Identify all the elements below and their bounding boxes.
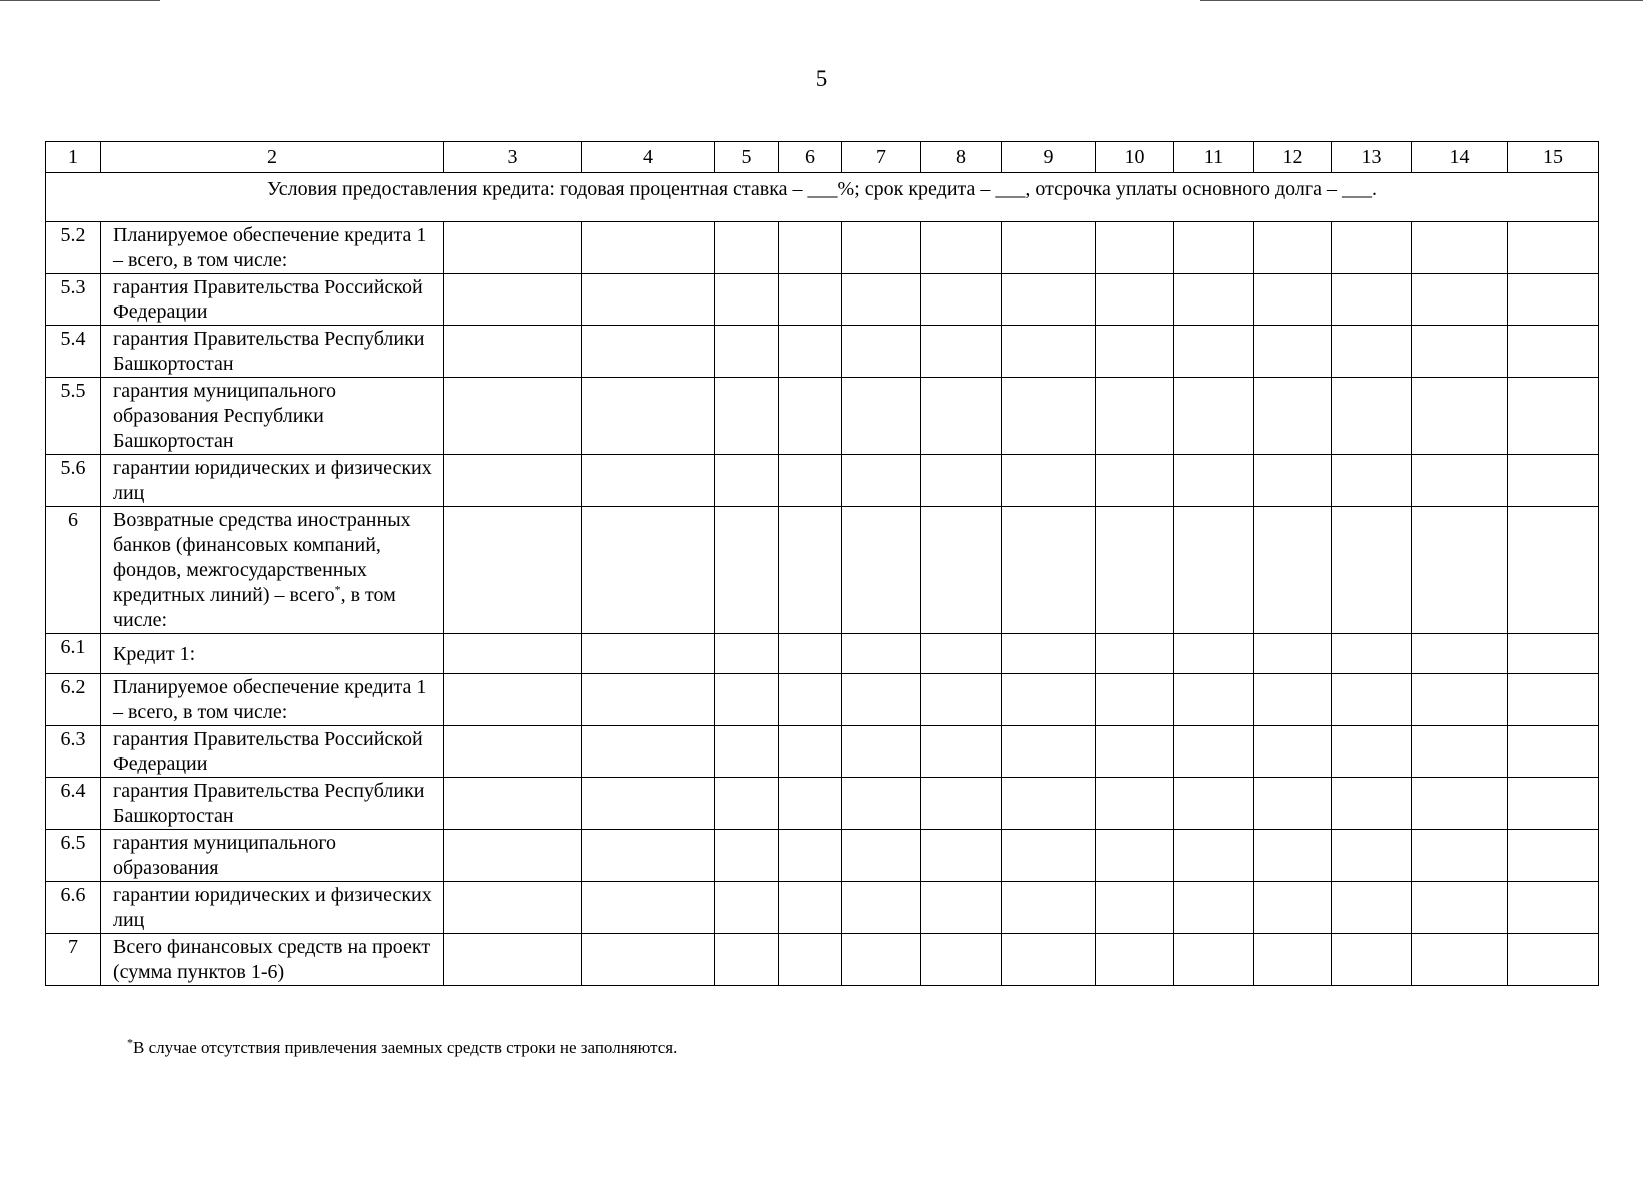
data-cell[interactable] xyxy=(779,634,842,674)
data-cell[interactable] xyxy=(1332,778,1412,830)
row-label: Планируемое обеспечение кредита 1 – всего, в том числе: xyxy=(101,222,444,274)
data-cell[interactable] xyxy=(1174,830,1254,882)
row-number: 6.4 xyxy=(46,778,101,830)
table-row xyxy=(46,378,1599,455)
data-cell[interactable] xyxy=(582,634,715,674)
data-cell[interactable] xyxy=(444,934,582,986)
data-cell[interactable] xyxy=(779,326,842,378)
data-cell[interactable] xyxy=(1096,507,1174,634)
row-label: гарантия Правительства Республики Башкортостан xyxy=(101,778,444,830)
data-cell[interactable] xyxy=(1254,378,1332,455)
data-cell[interactable] xyxy=(921,222,1002,274)
data-cell[interactable] xyxy=(842,830,921,882)
data-cell[interactable] xyxy=(1096,830,1174,882)
row-number: 6.1 xyxy=(46,634,101,674)
table-row xyxy=(46,830,1599,882)
data-cell[interactable] xyxy=(779,274,842,326)
data-cell[interactable] xyxy=(444,778,582,830)
data-cell[interactable] xyxy=(1332,326,1412,378)
data-cell[interactable] xyxy=(582,378,715,455)
data-cell[interactable] xyxy=(1096,455,1174,507)
column-header: 5 xyxy=(715,142,779,173)
data-cell[interactable] xyxy=(1174,274,1254,326)
data-cell[interactable] xyxy=(1332,378,1412,455)
data-cell[interactable] xyxy=(582,778,715,830)
data-cell[interactable] xyxy=(1508,830,1599,882)
data-cell[interactable] xyxy=(921,274,1002,326)
data-cell[interactable] xyxy=(1254,634,1332,674)
row-number: 5.3 xyxy=(46,274,101,326)
column-header: 12 xyxy=(1254,142,1332,173)
data-cell[interactable] xyxy=(779,222,842,274)
data-cell[interactable] xyxy=(1412,378,1508,455)
data-cell[interactable] xyxy=(921,378,1002,455)
row-label: гарантия Правительства Республики Башкортостан xyxy=(101,326,444,378)
data-cell[interactable] xyxy=(582,507,715,634)
data-cell[interactable] xyxy=(779,778,842,830)
data-cell[interactable] xyxy=(1254,274,1332,326)
data-cell[interactable] xyxy=(1508,378,1599,455)
data-cell[interactable] xyxy=(715,934,779,986)
column-header: 7 xyxy=(842,142,921,173)
data-cell[interactable] xyxy=(1332,674,1412,726)
column-header: 3 xyxy=(444,142,582,173)
data-cell[interactable] xyxy=(715,634,779,674)
data-cell[interactable] xyxy=(582,674,715,726)
data-cell[interactable] xyxy=(444,326,582,378)
scan-edge-left xyxy=(0,0,160,1)
data-cell[interactable] xyxy=(1096,326,1174,378)
data-cell[interactable] xyxy=(921,882,1002,934)
data-cell[interactable] xyxy=(1254,778,1332,830)
data-cell[interactable] xyxy=(1332,882,1412,934)
column-header: 10 xyxy=(1096,142,1174,173)
column-header: 9 xyxy=(1002,142,1096,173)
data-cell[interactable] xyxy=(921,455,1002,507)
data-cell[interactable] xyxy=(842,882,921,934)
data-cell[interactable] xyxy=(715,507,779,634)
data-cell[interactable] xyxy=(1002,830,1096,882)
data-cell[interactable] xyxy=(842,326,921,378)
data-cell[interactable] xyxy=(842,778,921,830)
data-cell[interactable] xyxy=(1096,274,1174,326)
footnote-marker: * xyxy=(127,1035,133,1050)
data-cell[interactable] xyxy=(842,634,921,674)
data-cell[interactable] xyxy=(1508,326,1599,378)
row-number: 6 xyxy=(46,507,101,634)
footnote-text: В случае отсутствия привлечения заемных средств строки не заполняются. xyxy=(133,1038,678,1057)
data-cell[interactable] xyxy=(715,674,779,726)
footnote-marker: * xyxy=(334,582,341,597)
row-number: 5.6 xyxy=(46,455,101,507)
row-label: гарантии юридических и физических лиц xyxy=(101,455,444,507)
column-header: 8 xyxy=(921,142,1002,173)
data-cell[interactable] xyxy=(1508,674,1599,726)
data-cell[interactable] xyxy=(1412,830,1508,882)
row-number: 6.6 xyxy=(46,882,101,934)
data-cell[interactable] xyxy=(715,455,779,507)
data-cell[interactable] xyxy=(1254,222,1332,274)
data-cell[interactable] xyxy=(1002,674,1096,726)
data-cell[interactable] xyxy=(1412,934,1508,986)
data-cell[interactable] xyxy=(444,507,582,634)
column-header: 2 xyxy=(101,142,444,173)
data-cell[interactable] xyxy=(1332,634,1412,674)
data-cell[interactable] xyxy=(1096,674,1174,726)
row-number: 5.2 xyxy=(46,222,101,274)
row-label: гарантия муниципального образования xyxy=(101,830,444,882)
row-label: Планируемое обеспечение кредита 1 – всего, в том числе: xyxy=(101,674,444,726)
data-cell[interactable] xyxy=(582,726,715,778)
data-cell[interactable] xyxy=(1002,455,1096,507)
data-cell[interactable] xyxy=(921,778,1002,830)
data-cell[interactable] xyxy=(1412,507,1508,634)
data-cell[interactable] xyxy=(779,455,842,507)
table-row xyxy=(46,222,1599,274)
data-cell[interactable] xyxy=(715,274,779,326)
footnote xyxy=(127,1035,678,1058)
data-cell[interactable] xyxy=(1254,326,1332,378)
data-cell[interactable] xyxy=(921,830,1002,882)
data-cell[interactable] xyxy=(1332,222,1412,274)
data-cell[interactable] xyxy=(1174,674,1254,726)
data-cell[interactable] xyxy=(582,222,715,274)
row-label xyxy=(101,507,444,634)
conditions-row xyxy=(46,173,1599,222)
data-cell[interactable] xyxy=(842,378,921,455)
column-header: 11 xyxy=(1174,142,1254,173)
data-cell[interactable] xyxy=(1412,326,1508,378)
data-cell[interactable] xyxy=(1332,830,1412,882)
data-cell[interactable] xyxy=(1412,274,1508,326)
data-cell[interactable] xyxy=(921,934,1002,986)
data-cell[interactable] xyxy=(715,882,779,934)
data-cell[interactable] xyxy=(1096,222,1174,274)
data-cell[interactable] xyxy=(444,274,582,326)
data-cell[interactable] xyxy=(1254,726,1332,778)
data-cell[interactable] xyxy=(715,726,779,778)
row-label-text: Возвратные средства иностранных банков (финансовых компаний, фондов, межгосударственных кредитных линий) – всего xyxy=(113,509,411,606)
data-cell[interactable] xyxy=(1508,507,1599,634)
data-cell[interactable] xyxy=(444,378,582,455)
data-cell[interactable] xyxy=(1174,778,1254,830)
data-cell[interactable] xyxy=(1508,455,1599,507)
data-cell[interactable] xyxy=(1002,934,1096,986)
data-cell[interactable] xyxy=(1002,326,1096,378)
data-cell[interactable] xyxy=(842,274,921,326)
row-number: 6.2 xyxy=(46,674,101,726)
data-cell[interactable] xyxy=(1096,778,1174,830)
data-cell[interactable] xyxy=(1508,726,1599,778)
data-cell[interactable] xyxy=(842,726,921,778)
credit-form-table xyxy=(45,141,1599,986)
data-cell[interactable] xyxy=(921,674,1002,726)
data-cell[interactable] xyxy=(1002,882,1096,934)
column-header: 1 xyxy=(46,142,101,173)
data-cell[interactable] xyxy=(779,882,842,934)
data-cell[interactable] xyxy=(842,507,921,634)
data-cell[interactable] xyxy=(1412,882,1508,934)
data-cell[interactable] xyxy=(1002,378,1096,455)
data-cell[interactable] xyxy=(715,778,779,830)
data-cell[interactable] xyxy=(1254,507,1332,634)
table-row xyxy=(46,674,1599,726)
data-cell[interactable] xyxy=(1174,222,1254,274)
data-cell[interactable] xyxy=(1002,507,1096,634)
data-cell[interactable] xyxy=(715,326,779,378)
data-cell[interactable] xyxy=(1174,378,1254,455)
data-cell[interactable] xyxy=(1508,778,1599,830)
data-cell[interactable] xyxy=(779,674,842,726)
row-label: Кредит 1: xyxy=(101,634,444,674)
data-cell[interactable] xyxy=(1412,778,1508,830)
data-cell[interactable] xyxy=(582,934,715,986)
data-cell[interactable] xyxy=(444,634,582,674)
data-cell[interactable] xyxy=(1002,274,1096,326)
data-cell[interactable] xyxy=(1254,674,1332,726)
table-row xyxy=(46,634,1599,674)
data-cell[interactable] xyxy=(842,674,921,726)
data-cell[interactable] xyxy=(582,830,715,882)
data-cell[interactable] xyxy=(715,378,779,455)
data-cell[interactable] xyxy=(1508,222,1599,274)
data-cell[interactable] xyxy=(444,830,582,882)
data-cell[interactable] xyxy=(1254,934,1332,986)
data-cell[interactable] xyxy=(1002,726,1096,778)
data-cell[interactable] xyxy=(1254,830,1332,882)
header-row xyxy=(46,142,1599,173)
data-cell[interactable] xyxy=(779,507,842,634)
data-cell[interactable] xyxy=(921,507,1002,634)
page-number: 5 xyxy=(815,66,828,91)
data-cell[interactable] xyxy=(921,326,1002,378)
data-cell[interactable] xyxy=(1508,934,1599,986)
data-cell[interactable] xyxy=(1254,455,1332,507)
data-cell[interactable] xyxy=(921,634,1002,674)
data-cell[interactable] xyxy=(1096,726,1174,778)
row-label: Всего финансовых средств на проект (сумма пунктов 1-6) xyxy=(101,934,444,986)
data-cell[interactable] xyxy=(444,455,582,507)
data-cell[interactable] xyxy=(444,674,582,726)
column-header: 14 xyxy=(1412,142,1508,173)
data-cell[interactable] xyxy=(582,882,715,934)
column-header: 15 xyxy=(1508,142,1599,173)
data-cell[interactable] xyxy=(1002,778,1096,830)
data-cell[interactable] xyxy=(1096,378,1174,455)
row-number: 7 xyxy=(46,934,101,986)
row-number: 6.3 xyxy=(46,726,101,778)
data-cell[interactable] xyxy=(1174,882,1254,934)
data-cell[interactable] xyxy=(1412,726,1508,778)
row-label-text-tail: , в том числе: xyxy=(113,584,396,631)
data-cell[interactable] xyxy=(582,455,715,507)
data-cell[interactable] xyxy=(715,222,779,274)
data-cell[interactable] xyxy=(779,378,842,455)
data-cell[interactable] xyxy=(1174,326,1254,378)
data-cell[interactable] xyxy=(1174,634,1254,674)
data-cell[interactable] xyxy=(1332,455,1412,507)
row-label: гарантии юридических и физических лиц xyxy=(101,882,444,934)
data-cell[interactable] xyxy=(1002,634,1096,674)
data-cell[interactable] xyxy=(582,274,715,326)
data-cell[interactable] xyxy=(1174,455,1254,507)
data-cell[interactable] xyxy=(1412,455,1508,507)
row-number: 5.4 xyxy=(46,326,101,378)
data-cell[interactable] xyxy=(582,326,715,378)
data-cell[interactable] xyxy=(842,934,921,986)
data-cell[interactable] xyxy=(1096,634,1174,674)
row-label: гарантия муниципального образования Республики Башкортостан xyxy=(101,378,444,455)
row-number: 6.5 xyxy=(46,830,101,882)
data-cell[interactable] xyxy=(1508,882,1599,934)
data-cell[interactable] xyxy=(1332,274,1412,326)
data-cell[interactable] xyxy=(779,830,842,882)
data-cell[interactable] xyxy=(1508,274,1599,326)
data-cell[interactable] xyxy=(1002,222,1096,274)
data-cell[interactable] xyxy=(1332,726,1412,778)
data-cell[interactable] xyxy=(1174,726,1254,778)
data-cell[interactable] xyxy=(444,222,582,274)
table-row xyxy=(46,934,1599,986)
data-cell[interactable] xyxy=(1174,934,1254,986)
data-cell[interactable] xyxy=(842,222,921,274)
data-cell[interactable] xyxy=(1412,634,1508,674)
data-cell[interactable] xyxy=(1096,934,1174,986)
data-cell[interactable] xyxy=(1332,507,1412,634)
data-cell[interactable] xyxy=(1412,222,1508,274)
table-row xyxy=(46,455,1599,507)
data-cell[interactable] xyxy=(1096,882,1174,934)
scan-edge-right xyxy=(1200,0,1643,1)
column-header: 13 xyxy=(1332,142,1412,173)
table-row xyxy=(46,778,1599,830)
table-row xyxy=(46,726,1599,778)
table-row xyxy=(46,326,1599,378)
data-cell[interactable] xyxy=(842,455,921,507)
data-cell[interactable] xyxy=(1332,934,1412,986)
data-cell[interactable] xyxy=(779,934,842,986)
data-cell[interactable] xyxy=(715,830,779,882)
credit-conditions-text: Условия предоставления кредита: годовая процентная ставка – ___%; срок кредита – ___, отсрочка уплаты основного долга – ___. xyxy=(46,173,1599,222)
table-row xyxy=(46,882,1599,934)
data-cell[interactable] xyxy=(1412,674,1508,726)
row-label: гарантия Правительства Российской Федерации xyxy=(101,726,444,778)
column-header: 6 xyxy=(779,142,842,173)
data-cell[interactable] xyxy=(444,882,582,934)
column-header: 4 xyxy=(582,142,715,173)
data-cell[interactable] xyxy=(921,726,1002,778)
data-cell[interactable] xyxy=(1508,634,1599,674)
data-cell[interactable] xyxy=(1254,882,1332,934)
data-cell[interactable] xyxy=(1174,507,1254,634)
data-cell[interactable] xyxy=(779,726,842,778)
row-label: гарантия Правительства Российской Федерации xyxy=(101,274,444,326)
table-row xyxy=(46,274,1599,326)
row-number: 5.5 xyxy=(46,378,101,455)
data-cell[interactable] xyxy=(444,726,582,778)
table-row xyxy=(46,507,1599,634)
